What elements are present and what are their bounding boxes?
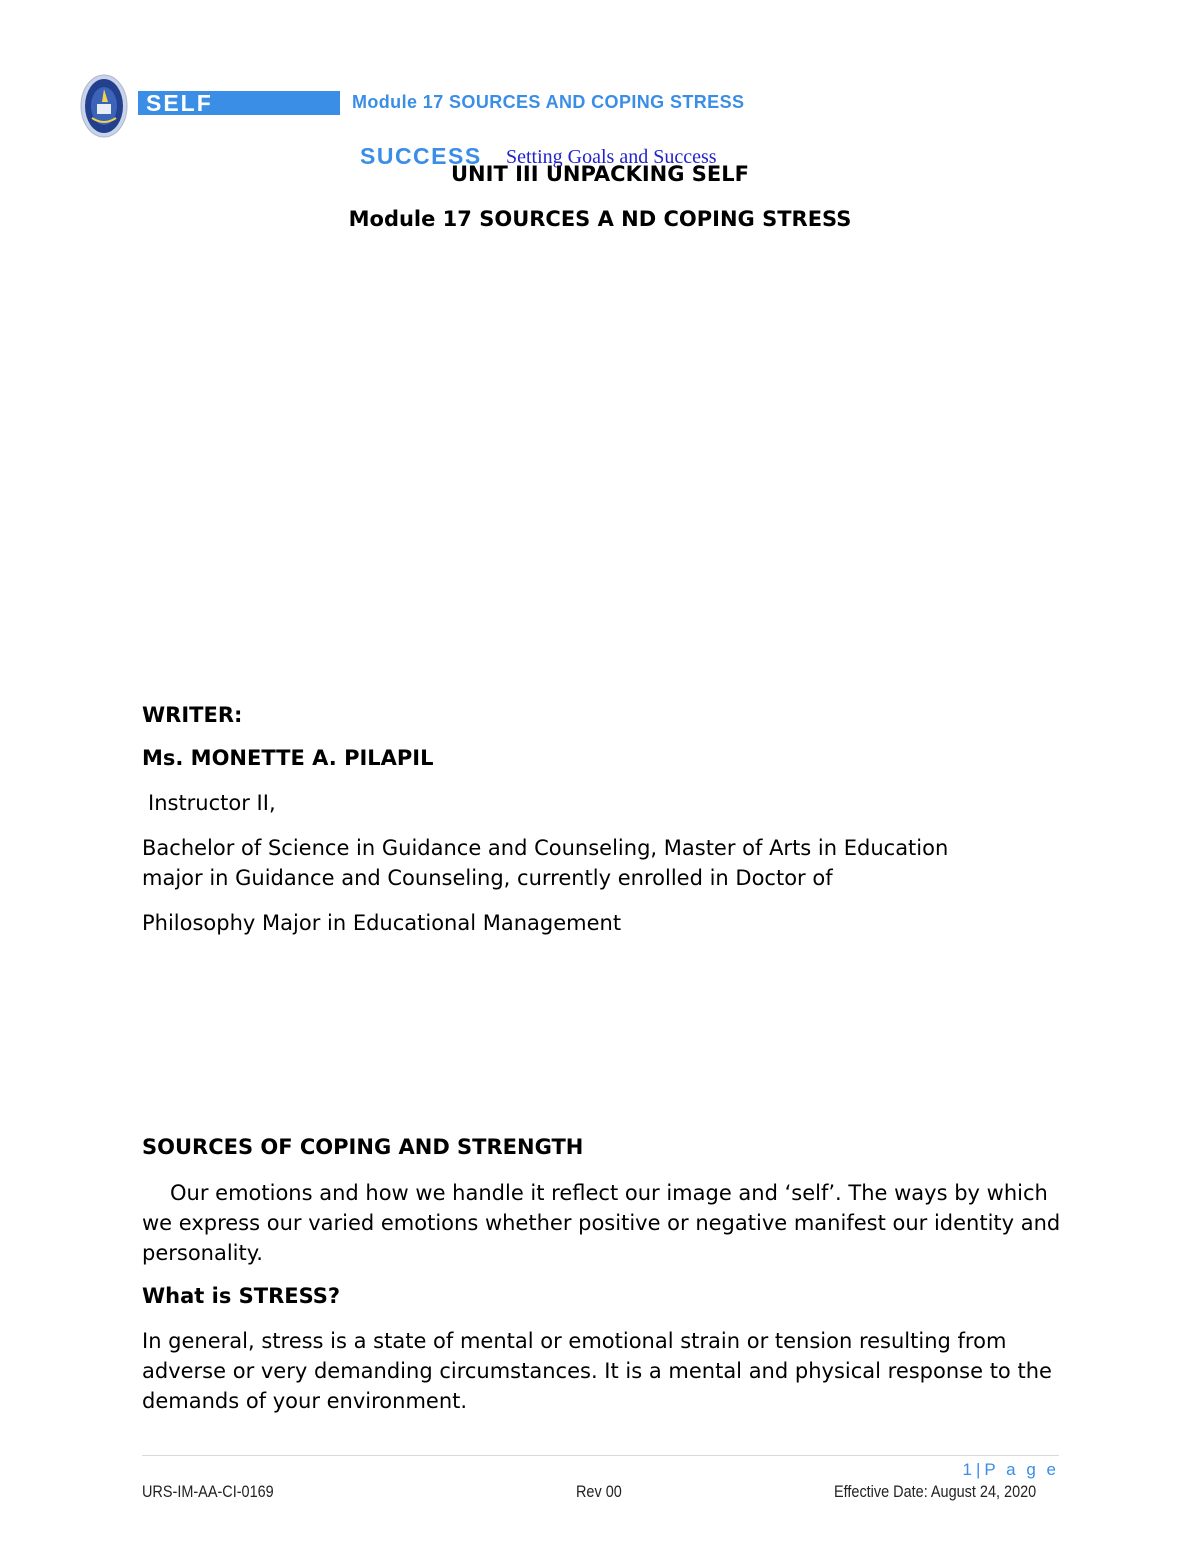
page-number-value: 1 — [962, 1460, 973, 1479]
writer-position: Instructor II, — [148, 791, 276, 815]
section-intro: Our emotions and how we handle it reflect our image and ‘self’. The ways by which we express our varied emotions whether positive or negative manifest our identity and personality. — [142, 1181, 1061, 1265]
writer-credentials-line2: major in Guidance and Counseling, currently enrolled in Doctor of — [142, 866, 833, 890]
page-separator: | — [976, 1460, 982, 1479]
writer-credentials-line1: Bachelor of Science in Guidance and Counseling, Master of Arts in Education — [142, 836, 949, 860]
revision: Rev 00 — [576, 1482, 622, 1501]
effective-date: Effective Date: August 24, 2020 — [834, 1482, 1037, 1501]
section-heading: SOURCES OF COPING AND STRENGTH — [142, 1135, 584, 1159]
page-word: P a g e — [984, 1460, 1059, 1479]
self-label: SELF — [146, 90, 213, 116]
writer-label: WRITER: — [142, 703, 243, 727]
writer-name: Ms. MONETTE A. PILAPIL — [142, 746, 434, 770]
header-subtitle: Setting Goals and Success — [506, 146, 717, 168]
doc-code: URS-IM-AA-CI-0169 — [142, 1482, 274, 1501]
writer-credentials-line3: Philosophy Major in Educational Management — [142, 911, 622, 935]
university-seal-icon — [80, 74, 128, 138]
footer-divider — [142, 1455, 1059, 1456]
success-label: SUCCESS — [360, 143, 482, 169]
stress-definition: In general, stress is a state of mental or emotional strain or tension resulting from adverse or very demanding circumstances. It is a mental and physical response to the demands of your environment. — [142, 1329, 1052, 1413]
header-module-title: Module 17 SOURCES AND COPING STRESS — [352, 92, 745, 112]
module-title: Module 17 SOURCES A ND COPING STRESS — [348, 207, 852, 231]
page-number — [963, 1460, 1059, 1480]
stress-question: What is STRESS? — [142, 1284, 341, 1308]
unit-title: UNIT III UNPACKING SELF — [451, 162, 749, 186]
